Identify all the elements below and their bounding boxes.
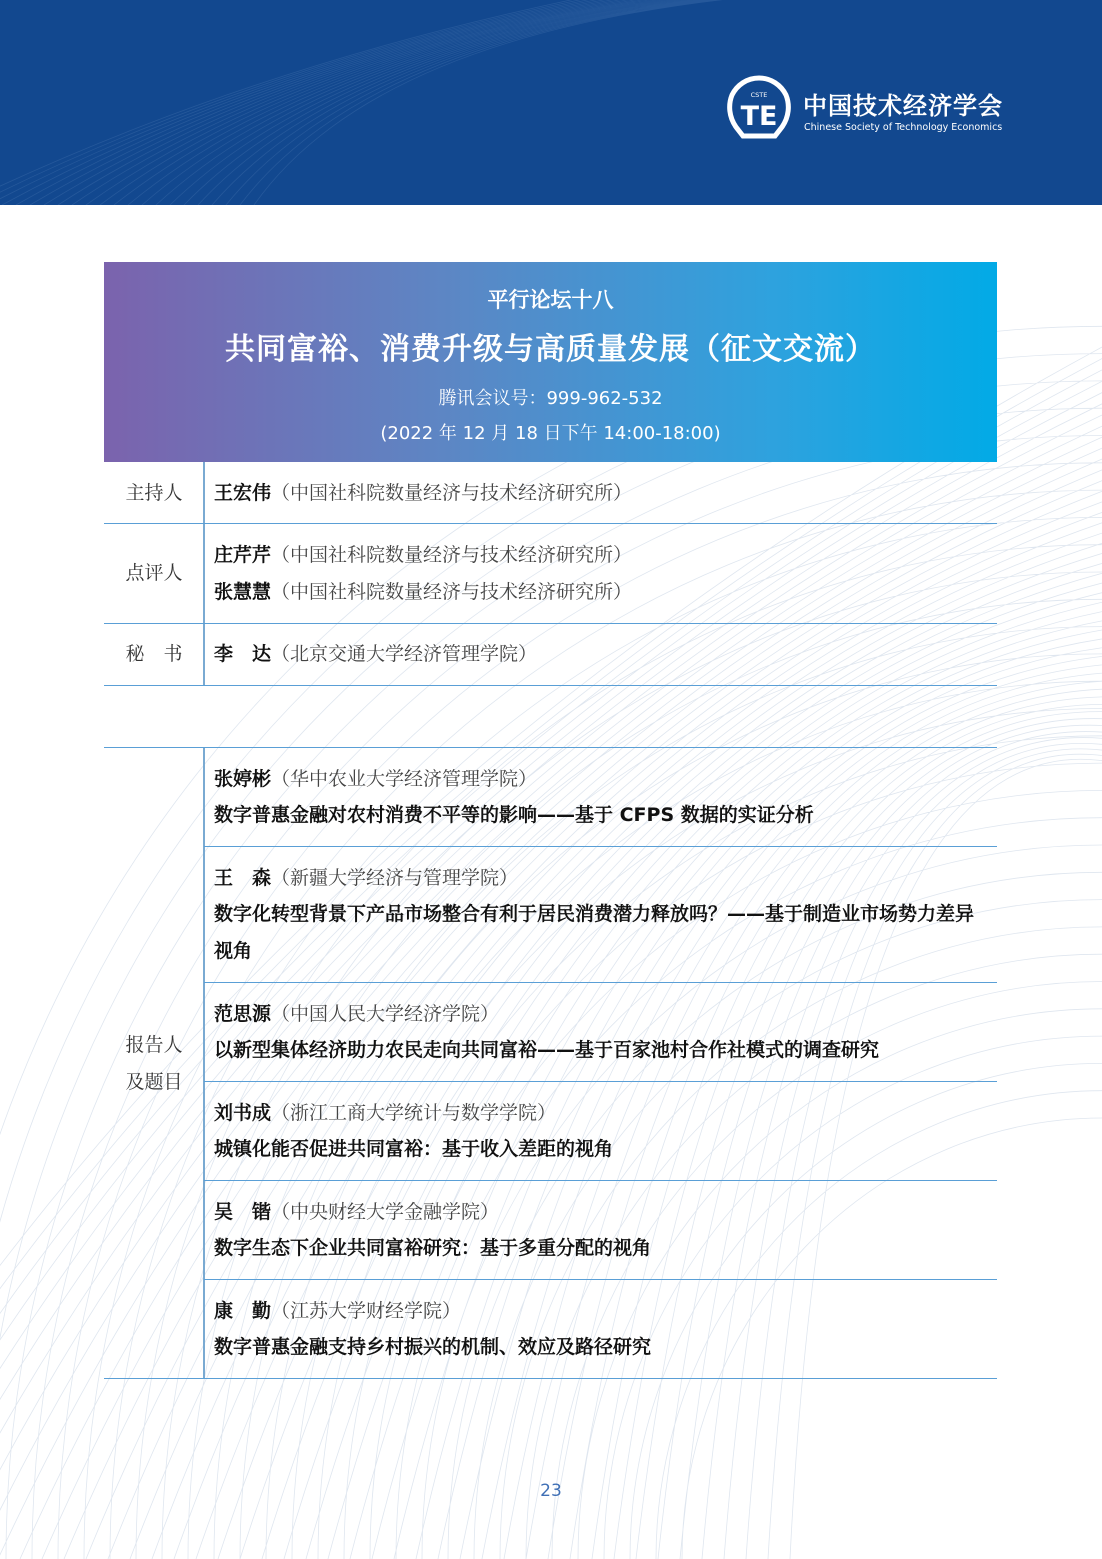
role-host: 主持人	[125, 482, 183, 504]
reviewer-entry	[214, 543, 632, 567]
reporter-entry	[214, 767, 537, 791]
reporter-entry	[214, 866, 518, 890]
table-rule	[204, 1279, 997, 1280]
person-affiliation: （中国人民大学经济学院）	[271, 1003, 500, 1025]
person-affiliation: （中国社科院数量经济与技术经济研究所）	[271, 544, 633, 566]
page-number: 23	[540, 1481, 562, 1501]
report-topic: 城镇化能否促进共同富裕：基于收入差距的视角	[214, 1138, 614, 1160]
person-affiliation: （新疆大学经济与管理学院）	[271, 867, 519, 889]
report-topic: 以新型集体经济助力农民走向共同富裕——基于百家池村合作社模式的调查研究	[214, 1039, 880, 1061]
person-name: 王宏伟	[214, 482, 272, 504]
role-reporters	[104, 1027, 204, 1101]
role-reviewer: 点评人	[125, 562, 183, 584]
table-rule	[104, 685, 997, 686]
table-rule	[204, 1180, 997, 1181]
person-name: 庄芹芹	[214, 544, 272, 566]
person-affiliation: （中国社科院数量经济与技术经济研究所）	[271, 581, 633, 603]
meeting-id: 腾讯会议号：999-962-532	[438, 388, 663, 409]
person-name: 吴 锴	[214, 1201, 272, 1223]
person-name: 李 达	[214, 643, 272, 665]
person-name: 康 勤	[214, 1300, 272, 1322]
reporter-entry	[214, 1200, 499, 1224]
reporter-entry	[214, 1299, 461, 1323]
person-affiliation: （中央财经大学金融学院）	[271, 1201, 500, 1223]
person-name: 王 森	[214, 867, 272, 889]
person-name: 张婷彬	[214, 768, 272, 790]
person-name: 张慧慧	[214, 581, 272, 603]
host-entry	[214, 481, 632, 505]
role-secretary: 秘 书	[125, 643, 183, 665]
person-name: 范思源	[214, 1003, 272, 1025]
table-rule	[204, 1081, 997, 1082]
person-affiliation: （江苏大学财经学院）	[271, 1300, 462, 1322]
report-topic: 数字化转型背景下产品市场整合有利于居民消费潜力释放吗？——基于制造业市场势力差异视角	[214, 903, 975, 962]
forum-subtitle: 平行论坛十八	[487, 288, 614, 312]
svg-text:CSTE: CSTE	[750, 91, 768, 99]
table-rule	[104, 623, 997, 624]
org-name-cn: 中国技术经济学会	[803, 92, 1003, 120]
role-reporters-line1: 报告人	[125, 1034, 183, 1056]
person-affiliation: （中国社科院数量经济与技术经济研究所）	[271, 482, 633, 504]
forum-title: 共同富裕、消费升级与高质量发展（征文交流）	[225, 332, 876, 367]
table-rule	[204, 982, 997, 983]
session-time: (2022 年 12 月 18 日下午 14:00-18:00)	[380, 423, 721, 444]
table-rule	[204, 846, 997, 847]
secretary-entry	[214, 642, 537, 666]
org-name-en: Chinese Society of Technology Economics	[804, 122, 1003, 133]
table-rule	[104, 523, 997, 524]
role-reporters-line2: 及题目	[125, 1071, 183, 1093]
svg-text:TE: TE	[740, 101, 778, 132]
person-affiliation: （北京交通大学经济管理学院）	[271, 643, 538, 665]
reviewer-entry	[214, 580, 632, 604]
cste-logo-icon	[727, 75, 791, 139]
table-rule	[104, 1378, 997, 1379]
forum-title-banner	[104, 262, 997, 462]
report-topic: 数字普惠金融支持乡村振兴的机制、效应及路径研究	[214, 1336, 652, 1358]
reporter-entry	[214, 1101, 556, 1125]
person-affiliation: （华中农业大学经济管理学院）	[271, 768, 538, 790]
person-name: 刘书成	[214, 1102, 272, 1124]
reporter-entry	[214, 1002, 499, 1026]
report-topic: 数字普惠金融对农村消费不平等的影响——基于 CFPS 数据的实证分析	[214, 804, 814, 826]
person-affiliation: （浙江工商大学统计与数学学院）	[271, 1102, 557, 1124]
report-topic: 数字生态下企业共同富裕研究：基于多重分配的视角	[214, 1237, 652, 1259]
table-rule	[104, 747, 997, 748]
header-band	[0, 0, 1102, 205]
